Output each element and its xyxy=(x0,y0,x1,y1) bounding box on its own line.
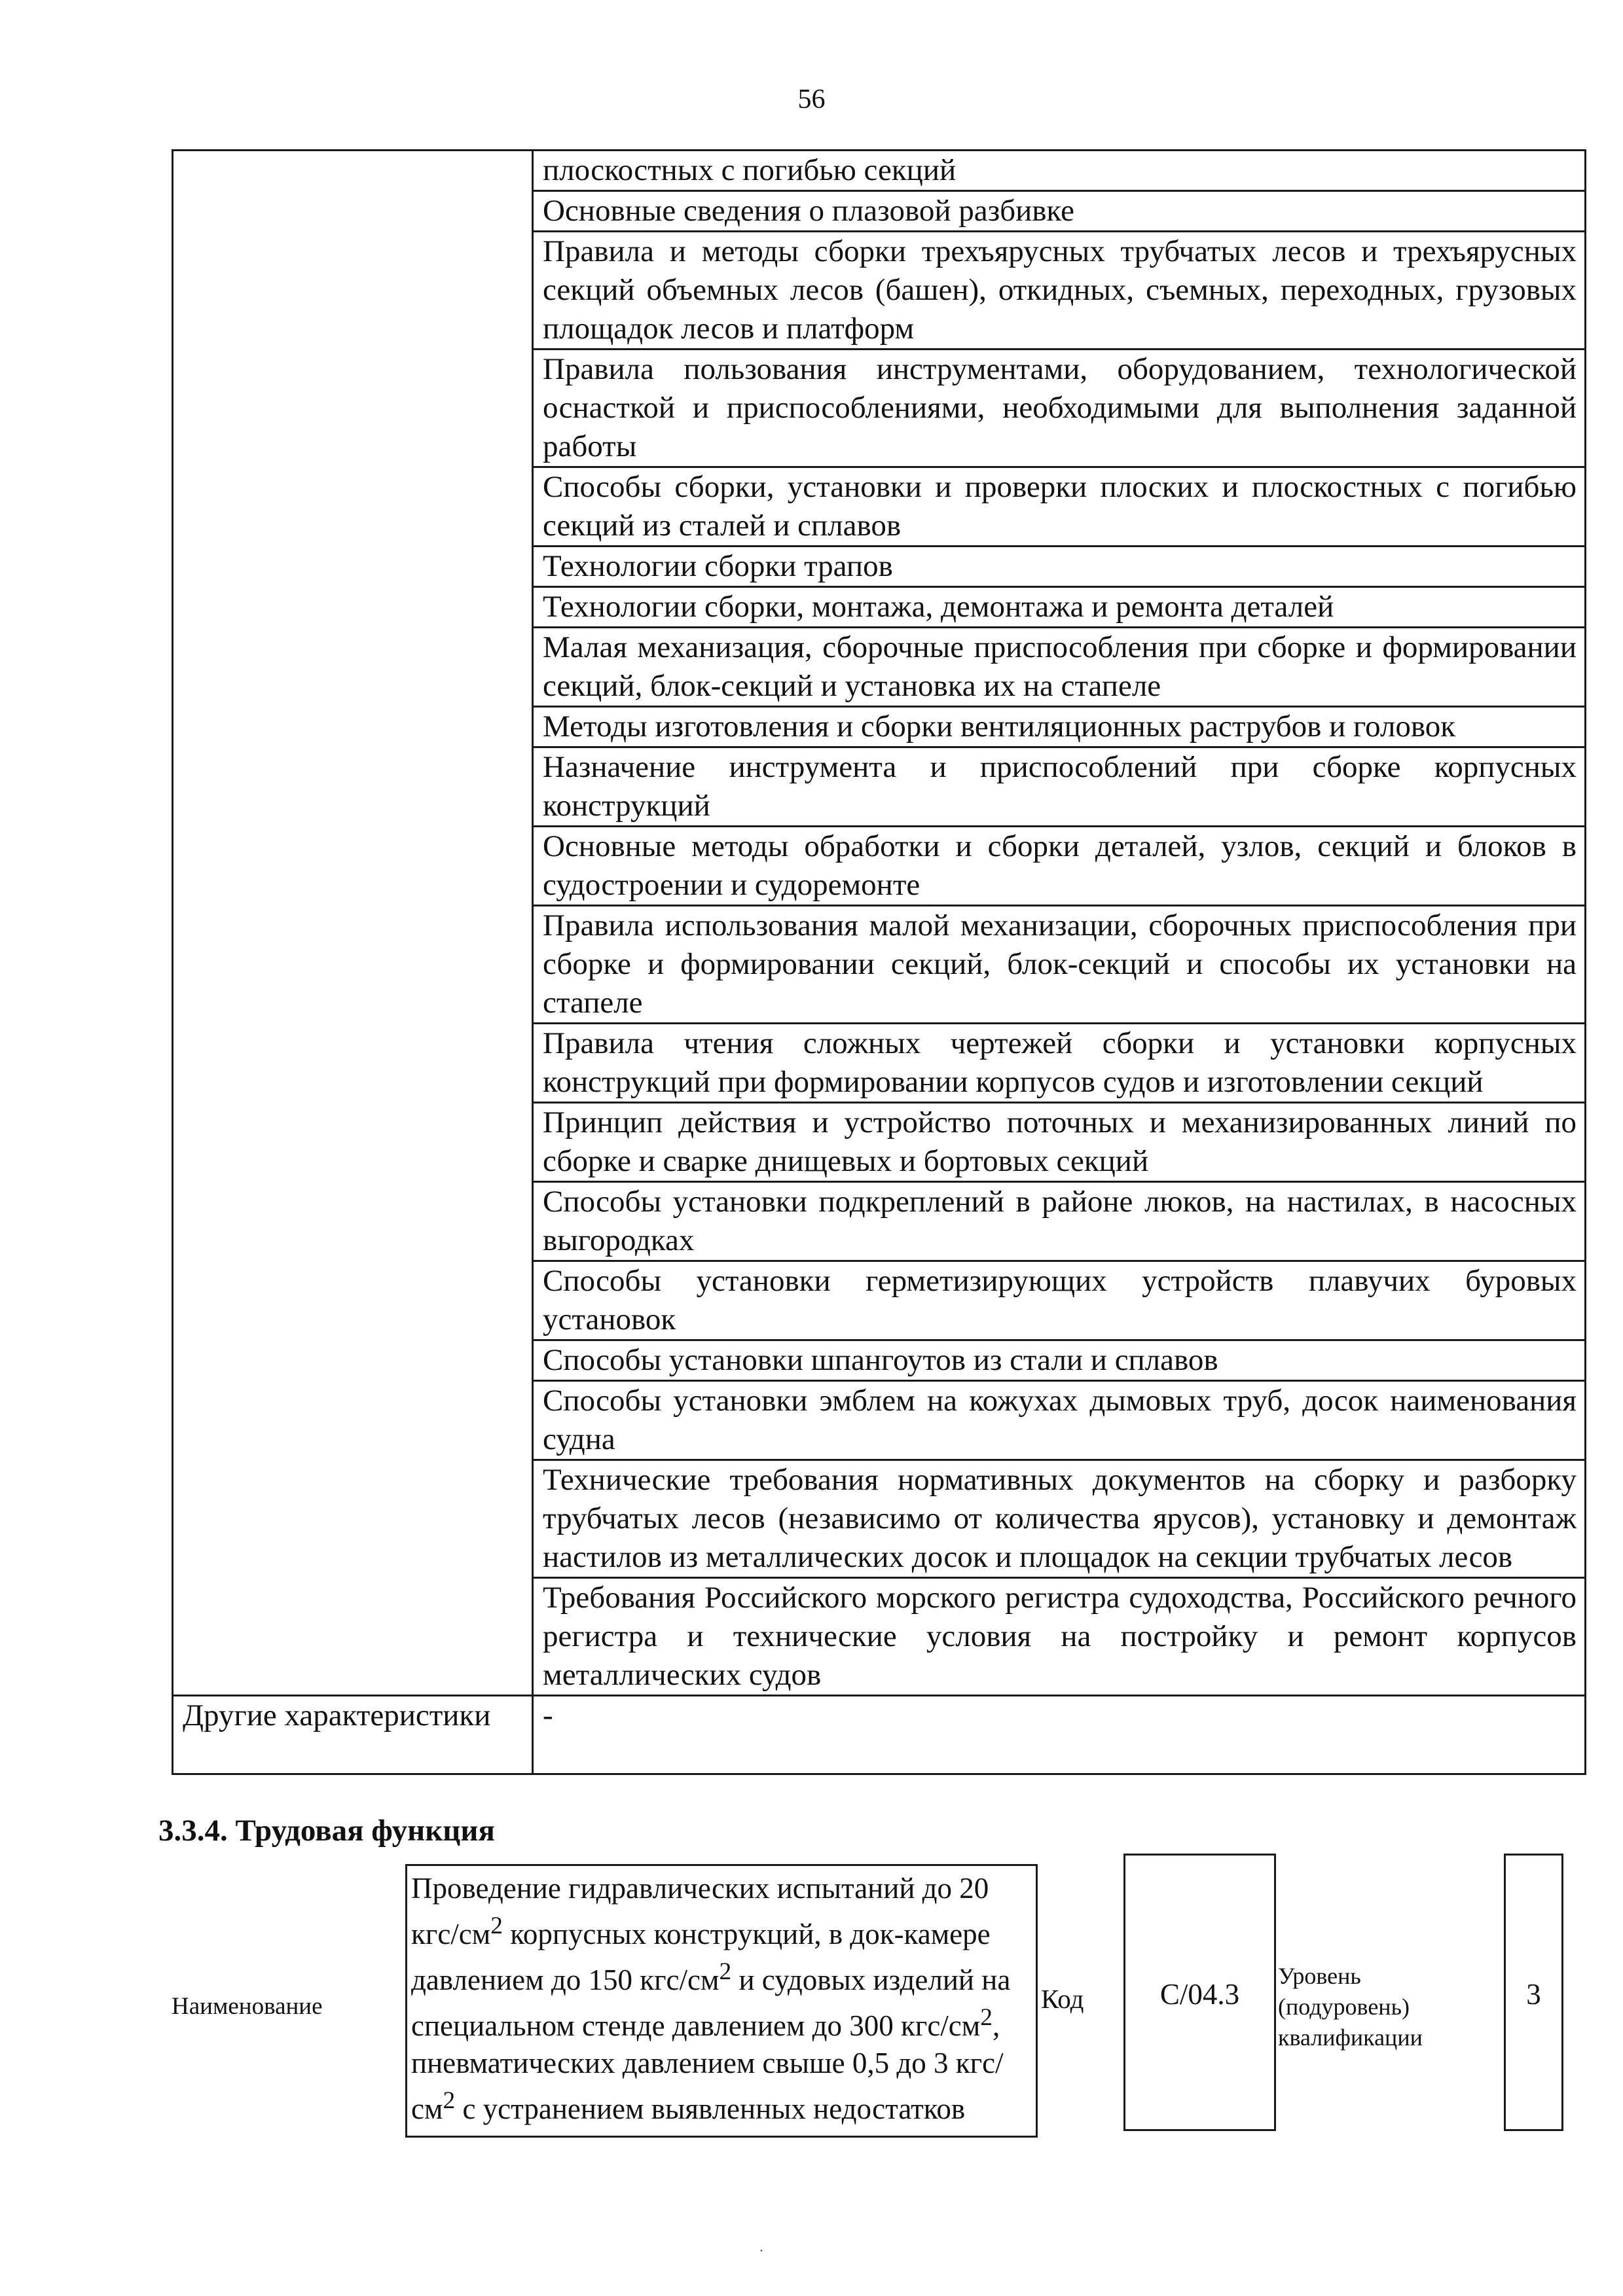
knowledge-item: Способы установки герметизирующих устройств плавучих буровых установок xyxy=(533,1261,1586,1340)
name-part: и судовых изделий на специальном стенде давлением до 300 кгс/см xyxy=(411,1964,1011,2042)
knowledge-item: Правила и методы сборки трехъярусных трубчатых лесов и трехъярусных секций объемных лесов (башен), откидных, съемных, переходных, грузовых площадок лесов и платформ xyxy=(533,232,1586,350)
name-part: Проведение гидравлических испытаний до 20 кгс/см xyxy=(411,1872,989,1950)
knowledge-item: Правила пользования инструментами, оборудованием, технологической оснасткой и приспособлениями, необходимыми для выполнения заданной работы xyxy=(533,350,1586,467)
superscript: 2 xyxy=(490,1912,503,1939)
knowledge-item: Принцип действия и устройство поточных и механизированных линий по сборке и сварке днищевых и бортовых секций xyxy=(533,1103,1586,1182)
qualification-level-label: Уровень (подуровень) квалификации xyxy=(1278,1963,1423,2051)
knowledge-item: плоскостных с погибью секций xyxy=(533,151,1586,191)
knowledge-item: Требования Российского морского регистра судоходства, Российского речного регистра и технические условия на постройку и ремонт корпусов металлических судов xyxy=(533,1578,1586,1696)
footer-mark: . xyxy=(759,2238,763,2255)
knowledge-item: Назначение инструмента и приспособлений при сборке корпусных конструкций xyxy=(533,747,1586,827)
knowledge-item: Правила использования малой механизации, сборочных приспособления при сборке и формировании секций, блок-секций и способы их установки на стапеле xyxy=(533,906,1586,1024)
code-value: C/04.3 xyxy=(1123,1854,1276,2131)
knowledge-table-body xyxy=(173,151,1586,1774)
knowledge-item: Методы изготовления и сборки вентиляционных раструбов и головок xyxy=(533,707,1586,747)
superscript: 2 xyxy=(443,2087,456,2114)
knowledge-item: Основные методы обработки и сборки деталей, узлов, секций и блоков в судостроении и судоремонте xyxy=(533,827,1586,906)
knowledge-table xyxy=(172,149,1586,1775)
labor-function-name-label: Наименование xyxy=(172,1993,323,2020)
knowledge-item: Малая механизация, сборочные приспособления при сборке и формировании секций, блок-секций и установка их на стапеле xyxy=(533,628,1586,707)
table-row xyxy=(173,1696,1586,1774)
knowledge-item: Правила чтения сложных чертежей сборки и установки корпусных конструкций при формировании корпусов судов и изготовлении секций xyxy=(533,1024,1586,1103)
page-number: 56 xyxy=(797,84,826,115)
knowledge-item: Способы установки шпангоутов из стали и сплавов xyxy=(533,1340,1586,1381)
name-part: с устранением выявленных недостатков xyxy=(455,2092,966,2125)
knowledge-label-cell xyxy=(173,151,533,1696)
name-part: корпусных конструкций, в док-камере давлением до 150 кгс/см xyxy=(411,1918,991,1996)
superscript: 2 xyxy=(980,2004,993,2031)
labor-function-name xyxy=(405,1864,1038,2138)
other-characteristics-label: Другие характеристики xyxy=(173,1696,533,1774)
knowledge-item: Способы установки эмблем на кожухах дымовых труб, досок наименования судна xyxy=(533,1381,1586,1460)
superscript: 2 xyxy=(719,1958,732,1985)
qualification-level-value: 3 xyxy=(1504,1854,1563,2131)
knowledge-item: Технологии сборки, монтажа, демонтажа и ремонта деталей xyxy=(533,587,1586,628)
other-characteristics-value: - xyxy=(533,1696,1586,1774)
knowledge-item: Основные сведения о плазовой разбивке xyxy=(533,191,1586,232)
table-row xyxy=(173,151,1586,191)
code-label: Код xyxy=(1041,1984,1084,2014)
knowledge-item: Способы сборки, установки и проверки плоских и плоскостных с погибью секций из сталей и сплавов xyxy=(533,467,1586,547)
knowledge-item: Способы установки подкреплений в районе люков, на настилах, в насосных выгородках xyxy=(533,1182,1586,1261)
name-part: , пневматических давлением свыше 0,5 до 3 кгс/см xyxy=(411,2009,1004,2125)
knowledge-item: Технологии сборки трапов xyxy=(533,547,1586,587)
knowledge-item: Технические требования нормативных документов на сборку и разборку трубчатых лесов (независимо от количества ярусов), установку и демонтаж настилов из металлических досок и площадок на секции трубчатых лесов xyxy=(533,1460,1586,1578)
section-title: 3.3.4. Трудовая функция xyxy=(158,1814,495,1848)
